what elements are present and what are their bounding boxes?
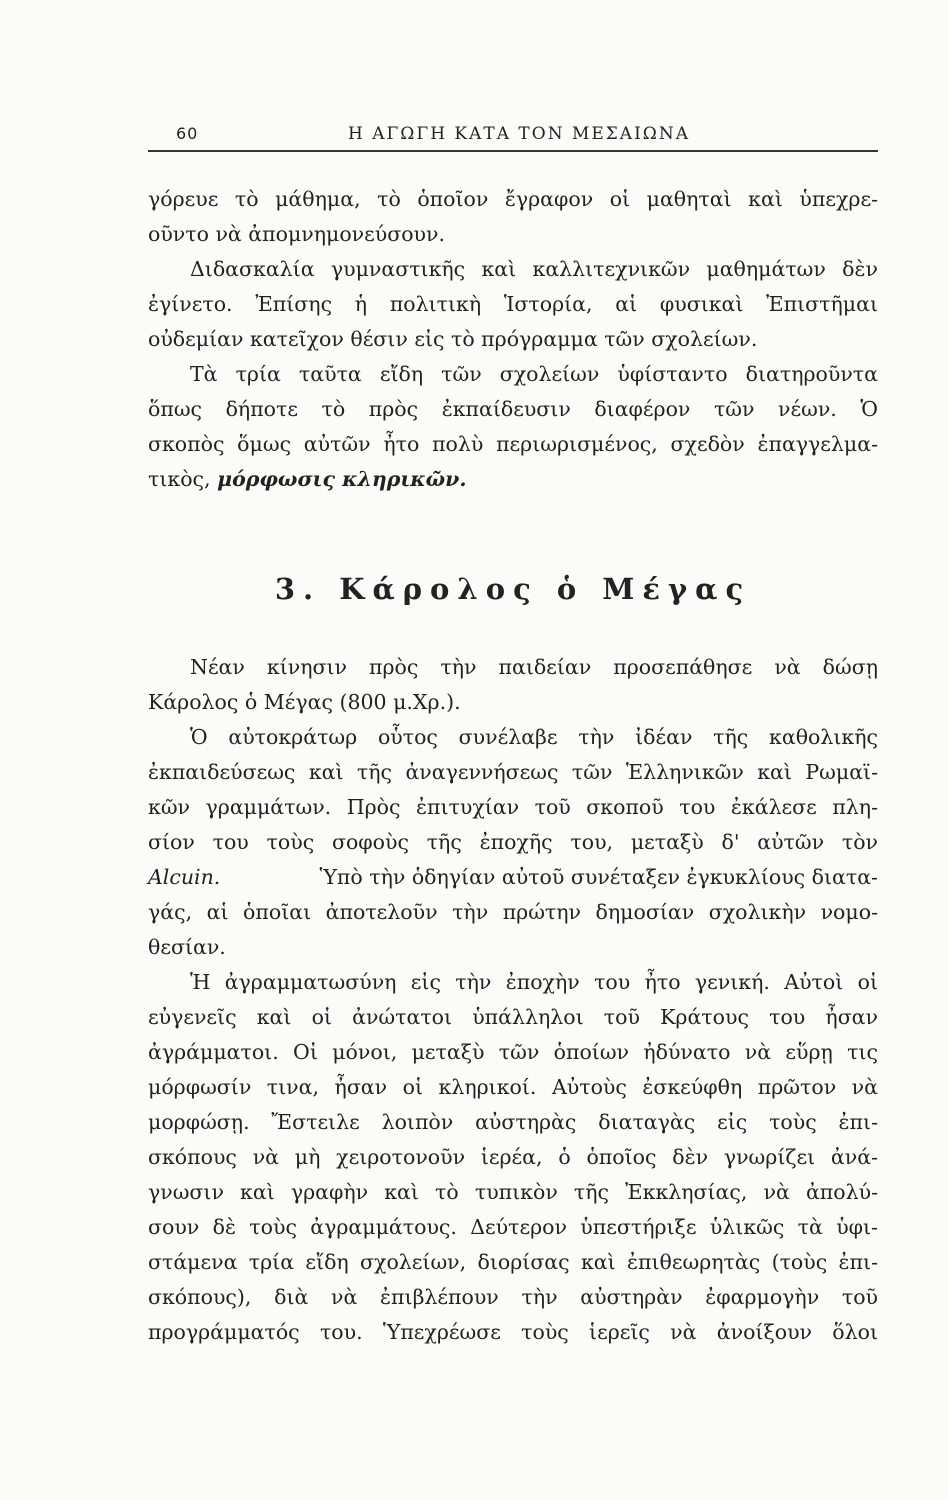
text-line: ἐγίνετο. Ἐπίσης ἡ πολιτικὴ Ἱστορία, αἱ φυσικαὶ Ἐπιστῆμαι [148,292,878,316]
text-line: μόρφωσίν τινα, ἦσαν οἱ κληρικοί. Αὐτοὺς ἐσκεύφθη πρῶτον νὰ [148,1075,878,1099]
text-line: σουν δὲ τοὺς ἀγραμμάτους. Δεύτερον ὑπεστήριξε ὑλικῶς τὰ ὑφι- [148,1215,878,1239]
text-line: ὅπως δήποτε τὸ πρὸς ἐκπαίδευσιν διαφέρον τῶν νέων. Ὁ [148,397,878,421]
text-line: προγράμματός του. Ὑπεχρέωσε τοὺς ἱερεῖς νὰ ἀνοίξουν ὅλοι [148,1320,878,1344]
text-line: ἐκπαιδεύσεως καὶ τῆς ἀναγεννήσεως τῶν Ἑλληνικῶν καὶ Ρωμαϊ- [148,760,878,784]
text-line: σίον του τοὺς σοφοὺς τῆς ἐποχῆς του, μεταξὺ δ' αὐτῶν τὸν [148,830,878,854]
text-block-intro [148,182,878,497]
text-line: Κάρολος ὁ Μέγας (800 μ.Χρ.). [148,690,461,714]
text-line: στάμενα τρία εἴδη σχολείων, διορίσας καὶ ἐπιθεωρητὰς (τοὺς ἐπι- [148,1250,878,1274]
text-line: γνωσιν καὶ γραφὴν καὶ τὸ τυπικὸν τῆς Ἐκκλησίας, νὰ ἀπολύ- [148,1180,878,1204]
text-line: Διδασκαλία γυμναστικῆς καὶ καλλιτεχνικῶν μαθημάτων δὲν [190,257,878,281]
text-line: οὐδεμίαν κατεῖχον θέσιν εἰς τὸ πρόγραμμα τῶν σχολείων. [148,327,758,351]
text-line: σκόπους), διὰ νὰ ἐπιβλέπουν τὴν αὐστηρὰν ἐφαρμογὴν τοῦ [148,1285,878,1309]
text-line: οῦντο νὰ ἀπομνημονεύσουν. [148,222,445,246]
text-line: γόρευε τὸ μάθημα, τὸ ὁποῖον ἔγραφον οἱ μαθηταὶ καὶ ὑπεχρε- [148,187,878,211]
latin-name: Alcuin. [148,865,221,889]
text-line: Τὰ τρία ταῦτα εἴδη τῶν σχολείων ὑφίσταντο διατηροῦντα [190,362,878,386]
emphasized-text: μόρφωσις κληρικῶν. [217,467,467,491]
text-fragment: τικὸς, [148,467,211,491]
text-line: κῶν γραμμάτων. Πρὸς ἐπιτυχίαν τοῦ σκοποῦ του ἐκάλεσε πλη- [148,795,878,819]
text-fragment: Ὑπὸ τὴν ὁδηγίαν αὐτοῦ συνέταξεν ἐγκυκλίους διατα- [319,865,878,889]
text-line: εὐγενεῖς καὶ οἱ ἀνώτατοι ὑπάλληλοι τοῦ Κράτους του ἦσαν [148,1005,878,1029]
text-line [148,462,878,497]
text-block-charlemagne [148,650,878,1350]
text-line: Ὁ αὐτοκράτωρ οὗτος συνέλαβε τὴν ἰδέαν τῆς καθολικῆς [190,725,878,749]
running-title: Η ΑΓΩΓΗ ΚΑΤΑ ΤΟΝ ΜΕΣΑΙΩΝΑ [348,124,691,144]
text-line: ἀγράμματοι. Οἱ μόνοι, μεταξὺ τῶν ὁποίων ἠδύνατο νὰ εὕρῃ τις [148,1040,878,1064]
text-line: Ἡ ἀγραμματωσύνη εἰς τὴν ἐποχὴν του ἦτο γενική. Αὐτοὶ οἱ [190,970,878,994]
text-line: σκόπους νὰ μὴ χειροτονοῦν ἱερέα, ὁ ὁποῖος δὲν γνωρίζει ἀνά- [148,1145,878,1169]
page-number: 60 [176,124,199,143]
text-line: σκοπὸς ὅμως αὐτῶν ἦτο πολὺ περιωρισμένος, σχεδὸν ἐπαγγελμα- [148,432,878,456]
text-line: γάς, αἱ ὁποῖαι ἀποτελοῦν τὴν πρώτην δημοσίαν σχολικὴν νομο- [148,900,878,924]
text-line: μορφώσῃ. Ἔστειλε λοιπὸν αὐστηρὰς διαταγὰς εἰς τοὺς ἐπι- [148,1110,878,1134]
page-header [148,122,878,152]
text-line: Νέαν κίνησιν πρὸς τὴν παιδείαν προσεπάθησε νὰ δώσῃ [190,655,878,679]
text-line [148,860,878,895]
text-line: θεσίαν. [148,935,226,959]
section-heading: 3. Κάρολος ὁ Μέγας [274,572,752,606]
